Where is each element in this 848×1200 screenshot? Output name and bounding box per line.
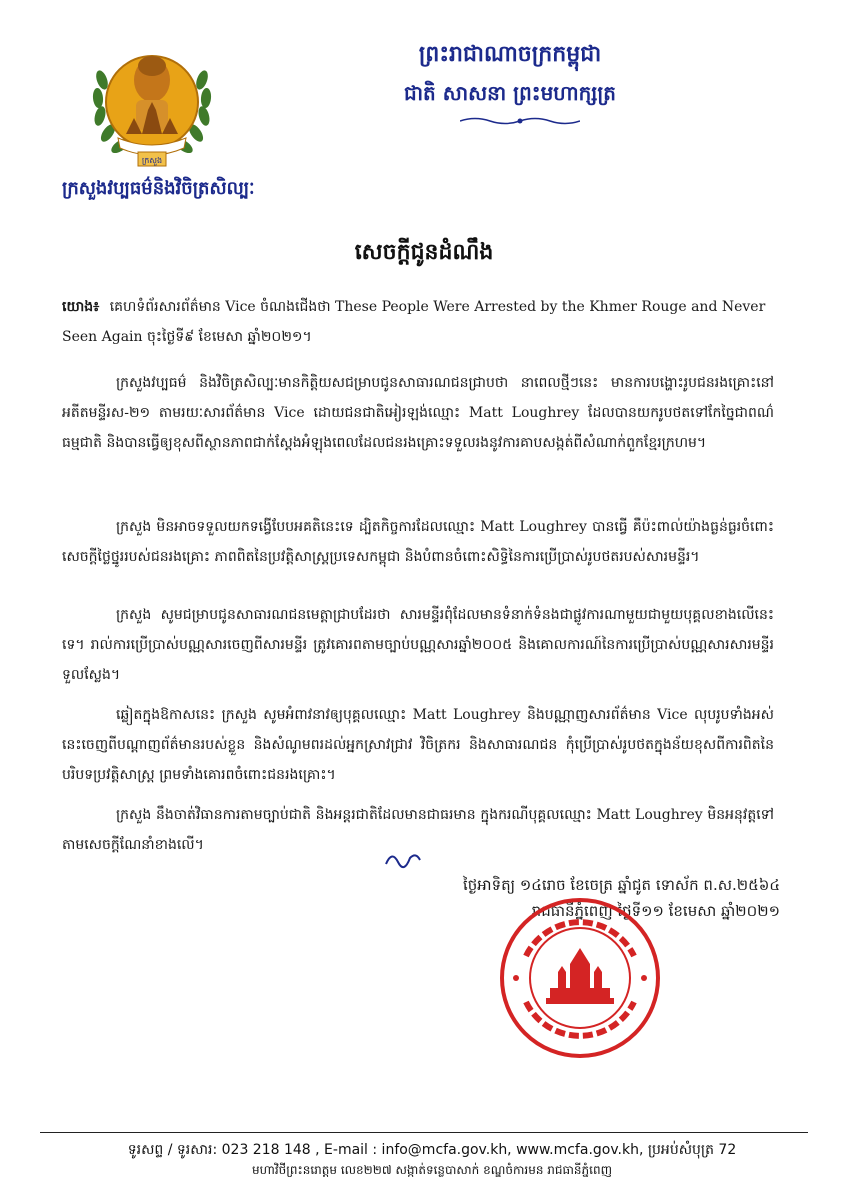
subject-label: យោង៖ xyxy=(62,299,100,315)
body-paragraph-1: ក្រសួងវប្បធម៌ និងវិចិត្រសិល្បៈមានកិត្តិយសជម្រាបជូនសាធារណជនជ្រាបថា នាពេលថ្មីៗនេះ មានការបង្ហោះរូបជនរងគ្រោះនៅអតីតមន្ទីរស-២១ តាមរយៈសារព័ត៌មាន Vice ដោយជនជាតិអៀរឡង់ឈ្មោះ Matt Loughrey ដែលបានយករូបថតទៅកែច្នៃជាពណ៌ធម្មជាតិ និងបានធ្វើឲ្យខុសពីស្ថានភាពជាក់ស្តែងអំឡុងពេលដែលជនរងគ្រោះទទួលរងនូវការគាបសង្កត់ពីសំណាក់ពួកខ្មែរក្រហម។ xyxy=(62,375,774,451)
place-and-date: រាជធានីភ្នំពេញ ថ្ងៃទី១១ ខែមេសា ឆ្នាំ២០២១ xyxy=(531,902,780,920)
footer-contact: ទូរសព្ទ / ទូរសារ: 023 218 148 , E-mail : info@mcfa.gov.kh, www.mcfa.gov.kh, ប្រអប់សំបុត្រ 72 xyxy=(127,1142,737,1158)
body-paragraph-4: ឆ្លៀតក្នុងឱកាសនេះ ក្រសួង សូមអំពាវនាវឲ្យបុគ្គលឈ្មោះ Matt Loughrey និងបណ្ណាញសារព័ត៌មាន Vice លុបរូបទាំងអស់នេះចេញពីបណ្តាញព័ត៌មានរបស់ខ្លួន និងសំណូមពរដល់អ្នកស្រាវជ្រាវ វិចិត្រករ និងសាធារណជន កុំប្រើប្រាស់រូបថតក្នុងន័យខុសពីការពិតនៃបរិបទប្រវត្តិសាស្ត្រ ព្រមទាំងគោរពចំពោះជនរងគ្រោះ។ xyxy=(62,707,774,783)
lunar-date: ថ្ងៃអាទិត្យ ១៤រោច ខែចេត្រ ឆ្នាំជូត ទោស័ក ព.ស.២៥៦៤ xyxy=(463,876,780,894)
ornament-divider-icon xyxy=(460,116,580,126)
signature-mark-icon xyxy=(384,846,424,872)
official-stamp-seal xyxy=(486,896,674,1060)
footer-address: មហាវិថីព្រះនរោត្តម លេខ២២៧ សង្កាត់ទន្លេបាសាក់ ខណ្ឌចំការមន រាជធានីភ្នំពេញ xyxy=(251,1163,613,1177)
kingdom-heading: ព្រះរាជាណាចក្រកម្ពុជា xyxy=(418,42,602,67)
subject-text: គេហទំព័រសារព័ត៌មាន Vice ចំណងជើងថា These People Were Arrested by the Khmer Rouge and Never Seen Again ចុះថ្ងៃទី៩ ខែមេសា ឆ្នាំ២០២១។ xyxy=(62,299,766,345)
body-paragraph-3: ក្រសួង សូមជម្រាបជូនសាធារណជនមេត្តាជ្រាបដែរថា សារមន្ទីរពុំដែលមានទំនាក់ទំនងជាផ្លូវការណាមួយជាមួយបុគ្គលខាងលើនេះទេ។ រាល់ការប្រើប្រាស់បណ្ណសារចេញពីសារមន្ទីរ ត្រូវគោរពតាមច្បាប់បណ្ណសារឆ្នាំ២០០៥ និងគោលការណ៍នៃការប្រើប្រាស់បណ្ណសារសារមន្ទីរទួលស្លែង។ xyxy=(62,607,774,683)
footer-divider xyxy=(40,1132,808,1133)
ministry-logo-emblem xyxy=(88,40,216,170)
national-motto: ជាតិ សាសនា ព្រះមហាក្សត្រ xyxy=(404,81,616,105)
body-paragraph-2: ក្រសួង មិនអាចទទួលយកទង្វើបែបអគតិនេះទេ ដ្បិតកិច្ចការដែលឈ្មោះ Matt Loughrey បានធ្វើ គឺប៉ះពាល់យ៉ាងធ្ងន់ធ្ងរចំពោះសេចក្តីថ្លៃថ្នូររបស់ជនរងគ្រោះ ភាពពិតនៃប្រវត្តិសាស្ត្រប្រទេសកម្ពុជា និងបំពានចំពោះសិទ្ធិនៃការប្រើប្រាស់រូបថតរបស់សារមន្ទីរ។ xyxy=(62,519,774,565)
angkor-temple-icon xyxy=(546,948,614,1004)
document-title: សេចក្តីជូនដំណឹង xyxy=(354,240,494,265)
logo-label: ក្រសួង xyxy=(141,156,163,165)
subject-reference xyxy=(62,292,774,352)
ministry-name: ក្រសួងវប្បធម៌និងវិចិត្រសិល្បៈ xyxy=(62,178,255,199)
body-paragraph-5: ក្រសួង នឹងចាត់វិធានការតាមច្បាប់ជាតិ និងអន្តរជាតិដែលមានជាធរមាន ក្នុងករណីបុគ្គលឈ្មោះ Matt Loughrey មិនអនុវត្តទៅតាមសេចក្តីណែនាំខាងលើ។ xyxy=(62,807,774,853)
